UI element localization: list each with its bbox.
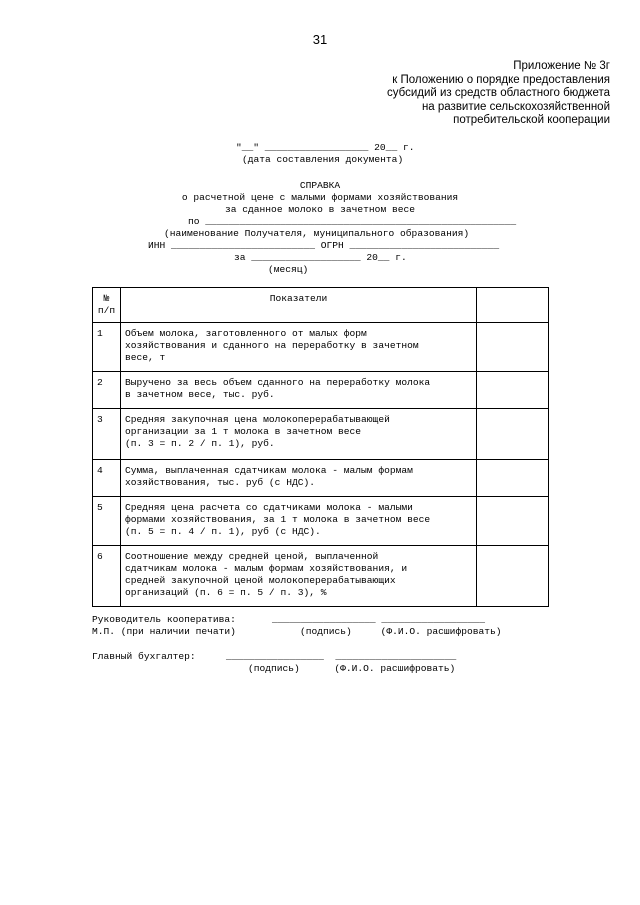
row-text: Выручено за весь объем сданного на переработку молока в зачетном весе, тыс. руб. [121, 372, 477, 409]
document-subtitle-1: о расчетной цене с малыми формами хозяйствования [181, 192, 459, 203]
row-number: 1 [93, 323, 121, 372]
appendix-line: на развитие сельскохозяйственной [421, 100, 610, 113]
appendix-line: к Положению о порядке предоставления [392, 73, 610, 86]
head-signature-label: Руководитель кооператива: [92, 614, 236, 625]
row-text: Средняя цена расчета со сдатчиками молока - малыми формами хозяйствования, за 1 т молока в зачетном весе (п. 5 = п. 4 / п. 1), руб (с НДС). [121, 497, 477, 546]
accountant-signature-label: Главный бухгалтер: [92, 651, 196, 662]
row-value [477, 323, 549, 372]
row-text: Объем молока, заготовленного от малых форм хозяйствования и сданного на переработку в зачетном весе, т [121, 323, 477, 372]
row-number: 4 [93, 460, 121, 497]
appendix-line: потребительской кооперации [453, 114, 610, 127]
month-line: за ___________________ 20__ г. [234, 252, 407, 263]
row-number: 2 [93, 372, 121, 409]
recipient-caption: (наименование Получателя, муниципального образования) [164, 228, 470, 239]
row-number: 6 [93, 546, 121, 607]
table-row [93, 409, 549, 460]
header-indicators: Показатели [121, 288, 477, 323]
document-subtitle-2: за сданное молоко в зачетном весе [225, 204, 415, 215]
header-value [477, 288, 549, 323]
header-number: № п/п [93, 288, 121, 323]
row-number: 3 [93, 409, 121, 460]
table-row [93, 460, 549, 497]
row-text: Сумма, выплаченная сдатчикам молока - малым формам хозяйствования, тыс. руб (с НДС). [121, 460, 477, 497]
accountant-signature-lines: _________________ _____________________ [226, 651, 457, 662]
appendix-line: Приложение № 3г [513, 60, 610, 72]
table-row [93, 372, 549, 409]
date-line: "__" __________________ 20__ г. [236, 142, 415, 153]
inn-ogrn-line: ИНН _________________________ ОГРН __________________________ [148, 240, 500, 251]
appendix-block [387, 60, 610, 128]
row-text: Средняя закупочная цена молокоперерабатывающей организации за 1 т молока в зачетном весе (п. 3 = п. 2 / п. 1), руб. [121, 409, 477, 460]
row-number: 5 [93, 497, 121, 546]
accountant-signature-captions: (подпись) (Ф.И.О. расшифровать) [248, 663, 456, 674]
row-value [477, 409, 549, 460]
page-number: 31 [312, 32, 328, 47]
table-row [93, 497, 549, 546]
table-header-row [93, 288, 549, 323]
date-caption: (дата составления документа) [242, 154, 404, 165]
row-value [477, 497, 549, 546]
appendix-line: субсидий из средств областного бюджета [386, 87, 610, 100]
row-text: Соотношение между средней ценой, выплаченной сдатчикам молока - малым формам хозяйствования, и средней закупочной ценой молокоперерабатывающих организаций (п. 6 = п. 5 / п. 3), % [121, 546, 477, 607]
stamp-note: М.П. (при наличии печати) [92, 626, 236, 637]
document-heading: СПРАВКА [299, 180, 341, 191]
table-row [93, 546, 549, 607]
row-value [477, 460, 549, 497]
table-row [93, 323, 549, 372]
row-value [477, 372, 549, 409]
row-value [477, 546, 549, 607]
month-caption: (месяц) [268, 264, 309, 275]
recipient-line: по ______________________________________________________ [188, 216, 517, 227]
head-signature-lines: __________________ __________________ [272, 614, 486, 625]
head-signature-captions: (подпись) (Ф.И.О. расшифровать) [300, 626, 502, 637]
indicators-table [92, 287, 549, 607]
